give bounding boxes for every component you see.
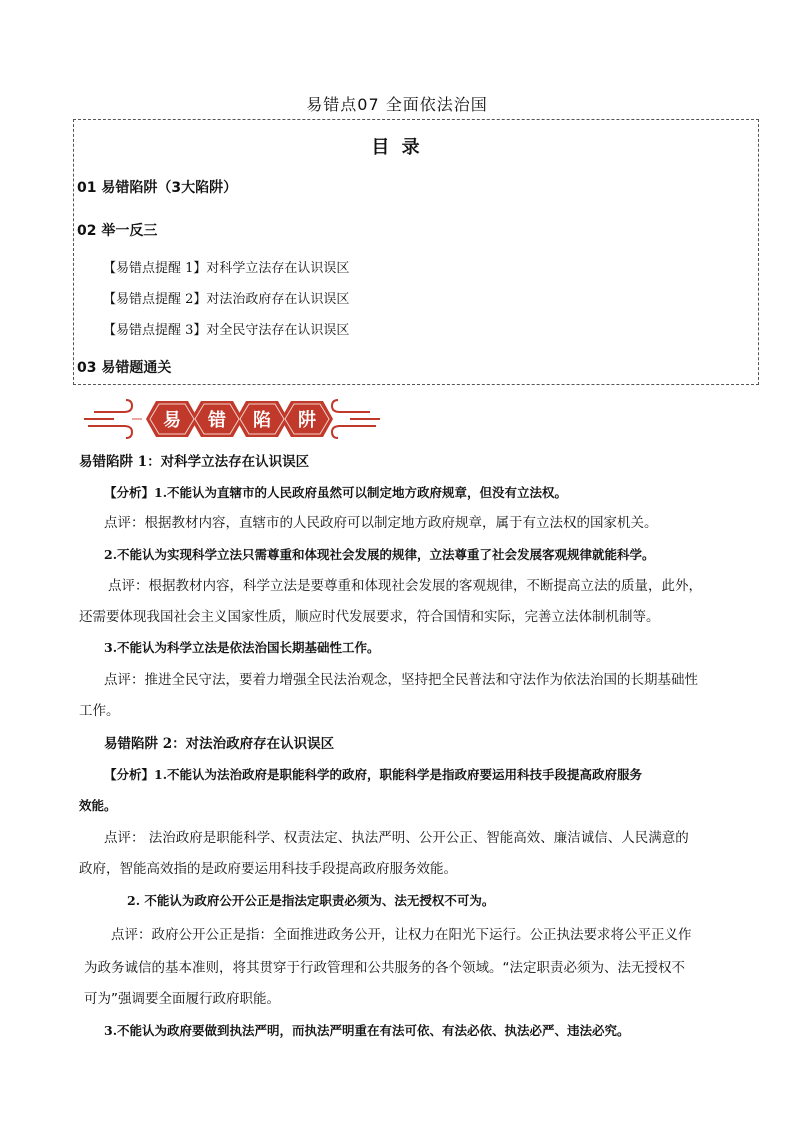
toc-section-traps[interactable]: 01 易错陷阱（3大陷阱） — [77, 180, 238, 196]
toc-item-reminder-1[interactable]: 【易错点提醒 1】对科学立法存在认识误区 — [103, 261, 350, 276]
trap1-heading: 易错陷阱 1：对科学立法存在认识误区 — [79, 454, 310, 470]
banner-char-3: 陷 — [253, 410, 271, 431]
trap2-comment-1-line1: 点评： 法治政府是职能科学、权责法定、执法严明、公开公正、智能高效、廉洁诚信、人民满意的 — [104, 830, 689, 846]
trap2-analysis-3: 3.不能认为政府要做到执法严明，而执法严明重在有法可依、有法必依、执法必严、违法必究。 — [104, 1023, 630, 1038]
trap1-comment-2-line1: 点评：根据教材内容，科学立法是要尊重和体现社会发展的客观规律，不断提高立法的质量，此外， — [108, 578, 702, 594]
trap2-analysis-2: 2. 不能认为政府公开公正是指法定职责必须为、法无授权不可为。 — [127, 893, 495, 908]
toc-item-reminder-2[interactable]: 【易错点提醒 2】对法治政府存在认识误区 — [103, 292, 350, 307]
banner-char-4: 阱 — [298, 410, 316, 431]
trap2-comment-2-line1: 点评：政府公开公正是指：全面推进政务公开，让权力在阳光下运行。公正执法要求将公平正义作 — [111, 927, 692, 943]
trap1-comment-3-line2: 工作。 — [79, 703, 120, 719]
trap2-comment-1-line2: 政府，智能高效指的是政府要运用科技手段提高政府服务效能。 — [79, 861, 457, 877]
trap2-heading: 易错陷阱 2：对法治政府存在认识误区 — [104, 736, 335, 752]
trap2-analysis-1-line1: 【分析】1.不能认为法治政府是职能科学的政府，职能科学是指政府要运用科技手段提高政府服务 — [104, 767, 643, 782]
trap1-analysis-3: 3.不能认为科学立法是依法治国长期基础性工作。 — [104, 640, 380, 655]
banner-char-1: 易 — [163, 410, 181, 431]
trap2-analysis-1-line2: 效能。 — [79, 798, 117, 813]
banner-left-ornament — [84, 400, 142, 438]
section-banner — [84, 398, 380, 440]
trap1-comment-3-line1: 点评：推进全民守法，要着力增强全民法治观念，坚持把全民普法和守法作为依法治国的长期基础性 — [104, 672, 698, 688]
trap1-analysis-1: 【分析】1.不能认为直辖市的人民政府虽然可以制定地方政府规章，但没有立法权。 — [104, 485, 568, 500]
toc-item-reminder-3[interactable]: 【易错点提醒 3】对全民守法存在认识误区 — [103, 323, 350, 338]
trap1-comment-1: 点评：根据教材内容，直辖市的人民政府可以制定地方政府规章，属于有立法权的国家机关。 — [104, 515, 658, 531]
toc-section-examples[interactable]: 02 举一反三 — [77, 223, 158, 239]
trap2-comment-2-line3: 可为”强调要全面履行政府职能。 — [84, 991, 280, 1007]
toc-section-exercises[interactable]: 03 易错题通关 — [77, 360, 172, 376]
trap1-comment-2-line2: 还需要体现我国社会主义国家性质，顺应时代发展要求，符合国情和实际，完善立法体制机制等。 — [79, 609, 660, 625]
banner-char-2: 错 — [208, 410, 226, 431]
document-title: 易错点07 全面依法治国 — [306, 95, 488, 114]
trap2-comment-2-line2: 为政务诚信的基本准则，将其贯穿于行政管理和公共服务的各个领域。“法定职责必须为、法无授权不 — [84, 960, 685, 976]
trap1-analysis-2: 2.不能认为实现科学立法只需尊重和体现社会发展的规律，立法尊重了社会发展客观规律就能科学。 — [104, 547, 655, 562]
toc-heading: 目 录 — [371, 137, 423, 158]
